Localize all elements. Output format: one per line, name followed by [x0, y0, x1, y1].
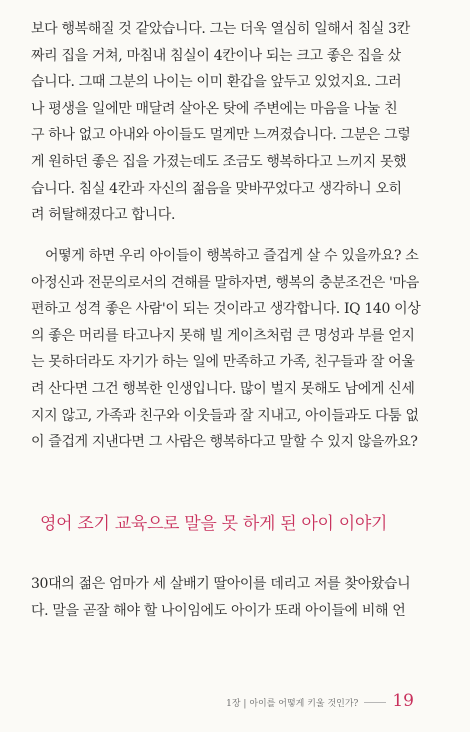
text-line: 다. 말을 곧잘 해야 할 나이임에도 아이가 또래 아이들에 비해 언 — [31, 602, 406, 619]
page-number: 19 — [392, 691, 414, 711]
text-line: 려 산다면 그건 행복한 인생입니다. 많이 벌지 못해도 남에게 신세 — [31, 380, 415, 397]
text-line: 려 허탈해졌다고 합니다. — [31, 207, 176, 224]
paragraph-3 — [31, 571, 441, 624]
section-heading: 영어 조기 교육으로 말을 못 하게 된 아이 이야기 — [40, 514, 388, 534]
text-line: 보다 행복해질 것 같았습니다. 그는 더욱 열심히 일해서 침실 3칸 — [31, 21, 410, 37]
page-footer — [226, 691, 414, 711]
text-line: 의 좋은 머리를 타고나지 못해 빌 게이츠처럼 큰 명성과 부를 얻지 — [31, 327, 415, 344]
text-line: 이 즐겁게 지낸다면 그 사람은 행복하다고 말할 수 있지 않을까요? — [31, 434, 418, 451]
paragraph-1 — [31, 16, 441, 229]
paragraph-2 — [31, 243, 441, 456]
text-line: 30대의 젊은 엄마가 세 살배기 딸아이를 데리고 저를 찾아왔습니 — [31, 576, 411, 592]
footer-divider — [364, 702, 386, 703]
text-line: 어떻게 하면 우리 아이들이 행복하고 즐겁게 살 수 있을까요? 소 — [45, 248, 419, 264]
text-line: 습니다. 침실 4칸과 자신의 젊음을 맞바꾸었다고 생각하니 오히 — [31, 180, 402, 197]
text-line: 구 하나 없고 아내와 아이들도 멀게만 느껴졌습니다. 그분은 그렇 — [31, 127, 411, 144]
chapter-title: 1장 | 아이를 어떻게 키울 것인가? — [226, 699, 359, 709]
text-line: 지지 않고, 가족과 친구와 이웃들과 잘 지내고, 아이들과도 다툼 없 — [31, 407, 419, 424]
text-line: 는 못하더라도 자기가 하는 일에 만족하고 가족, 친구들과 잘 어울 — [31, 354, 415, 371]
text-line: 게 원하던 좋은 집을 가졌는데도 조금도 행복하다고 느끼지 못했 — [31, 153, 407, 170]
text-line: 아정신과 전문의로서의 견해를 말하자면, 행복의 충분조건은 '마음 — [31, 274, 419, 291]
text-line: 습니다. 그때 그분의 나이는 이미 환갑을 앞두고 있었지요. 그러 — [31, 74, 402, 91]
text-line: 나 평생을 일에만 매달려 살아온 탓에 주변에는 마음을 나눌 친 — [31, 100, 398, 117]
text-line: 짜리 집을 거쳐, 마침내 침실이 4칸이나 되는 크고 좋은 집을 샀 — [31, 47, 401, 64]
text-line: 편하고 성격 좋은 사람'이 되는 것이라고 생각합니다. IQ 140 이상 — [31, 301, 421, 318]
